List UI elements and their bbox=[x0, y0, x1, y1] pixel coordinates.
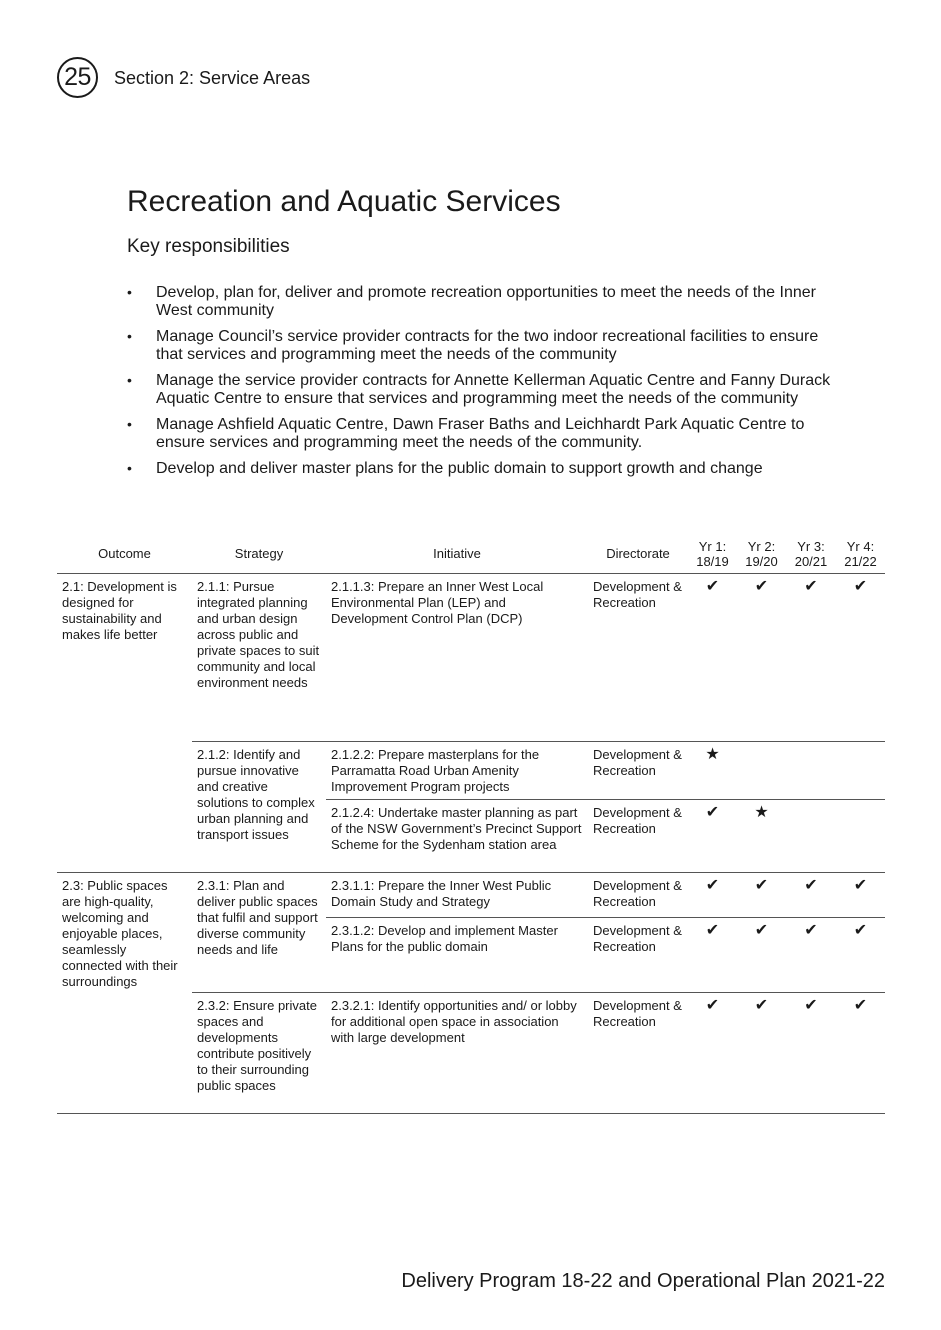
yr1-mark: ✔ bbox=[688, 918, 737, 993]
list-item bbox=[127, 284, 837, 319]
initiative-cell: 2.3.1.1: Prepare the Inner West Public Domain Study and Strategy bbox=[326, 873, 588, 918]
strategy-cell: 2.1.1: Pursue integrated planning and urban design across public and private spaces to suit community and local environment needs bbox=[192, 574, 326, 742]
directorate-cell: Development & Recreation bbox=[588, 574, 688, 742]
yr2-mark bbox=[737, 742, 786, 800]
yr1-mark: ✔ bbox=[688, 800, 737, 873]
table-row bbox=[57, 873, 885, 918]
list-item bbox=[127, 372, 837, 407]
yr2-mark: ✔ bbox=[737, 574, 786, 742]
strategy-cell: 2.3.2: Ensure private spaces and developments contribute positively to their surrounding public spaces bbox=[192, 993, 326, 1114]
section-label: Section 2: Service Areas bbox=[114, 68, 311, 88]
header-yr3-label: Yr 3: bbox=[797, 539, 825, 554]
header-yr4 bbox=[836, 535, 885, 574]
header-yr1 bbox=[688, 535, 737, 574]
yr1-mark: ✔ bbox=[688, 993, 737, 1114]
header-yr4-period: 21/22 bbox=[844, 554, 877, 569]
yr4-mark: ✔ bbox=[836, 993, 885, 1114]
header-yr4-label: Yr 4: bbox=[846, 539, 875, 554]
initiative-cell: 2.1.1.3: Prepare an Inner West Local Environmental Plan (LEP) and Development Control Plan (DCP) bbox=[326, 574, 588, 742]
yr4-mark bbox=[836, 742, 885, 800]
directorate-cell: Development & Recreation bbox=[588, 742, 688, 800]
yr1-mark: ★ bbox=[688, 742, 737, 800]
yr3-mark bbox=[786, 800, 836, 873]
yr1-mark: ✔ bbox=[688, 873, 737, 918]
outcome-cell: 2.1: Development is designed for sustainability and makes life better bbox=[57, 574, 192, 873]
header-yr1-label: Yr 1: bbox=[698, 539, 727, 554]
strategy-cell: 2.1.2: Identify and pursue innovative and creative solutions to complex urban planning and transport issues bbox=[192, 742, 326, 873]
bullet-icon: • bbox=[127, 372, 132, 388]
strategy-cell: 2.3.1: Plan and deliver public spaces that fulfil and support diverse community needs and life bbox=[192, 873, 326, 993]
bullet-icon: • bbox=[127, 460, 132, 476]
directorate-cell: Development & Recreation bbox=[588, 800, 688, 873]
header-yr3 bbox=[786, 535, 836, 574]
initiative-cell: 2.1.2.2: Prepare masterplans for the Parramatta Road Urban Amenity Improvement Program projects bbox=[326, 742, 588, 800]
yr3-mark: ✔ bbox=[786, 993, 836, 1114]
list-item-text: Manage Council’s service provider contracts for the two indoor recreational facilities to ensure that services and programming meet the needs of the community bbox=[156, 328, 819, 363]
yr3-mark: ✔ bbox=[786, 574, 836, 742]
page-number: 25 bbox=[57, 57, 98, 98]
header-yr2-label: Yr 2: bbox=[747, 539, 776, 554]
header-yr2-period: 19/20 bbox=[745, 554, 778, 569]
header-outcome: Outcome bbox=[57, 535, 192, 574]
list-item-text: Develop, plan for, deliver and promote recreation opportunities to meet the needs of the Inner West community bbox=[156, 284, 816, 319]
bullet-icon: • bbox=[127, 416, 132, 432]
yr4-mark bbox=[836, 800, 885, 873]
yr4-mark: ✔ bbox=[836, 873, 885, 918]
page-subtitle: Key responsibilities bbox=[127, 236, 290, 257]
plan-table bbox=[57, 535, 885, 1114]
yr2-mark: ★ bbox=[737, 800, 786, 873]
header-strategy: Strategy bbox=[192, 535, 326, 574]
responsibilities-list bbox=[127, 284, 837, 487]
yr1-mark: ✔ bbox=[688, 574, 737, 742]
yr3-mark: ✔ bbox=[786, 918, 836, 993]
directorate-cell: Development & Recreation bbox=[588, 918, 688, 993]
footer-title: Delivery Program 18-22 and Operational Plan 2021-22 bbox=[401, 1270, 885, 1292]
directorate-cell: Development & Recreation bbox=[588, 873, 688, 918]
header-yr1-period: 18/19 bbox=[696, 554, 729, 569]
header-yr2 bbox=[737, 535, 786, 574]
header-initiative: Initiative bbox=[326, 535, 588, 574]
directorate-cell: Development & Recreation bbox=[588, 993, 688, 1114]
yr2-mark: ✔ bbox=[737, 873, 786, 918]
list-item bbox=[127, 460, 837, 478]
page-title: Recreation and Aquatic Services bbox=[127, 185, 561, 218]
yr2-mark: ✔ bbox=[737, 993, 786, 1114]
list-item-text: Manage the service provider contracts for Annette Kellerman Aquatic Centre and Fanny Durack Aquatic Centre to ensure that services and programming meet the needs of the community bbox=[156, 372, 831, 407]
bullet-icon: • bbox=[127, 328, 132, 344]
outcome-cell: 2.3: Public spaces are high-quality, welcoming and enjoyable places, seamlessly connected with their surroundings bbox=[57, 873, 192, 1114]
header-yr3-period: 20/21 bbox=[794, 554, 828, 569]
initiative-cell: 2.3.1.2: Develop and implement Master Plans for the public domain bbox=[326, 918, 588, 993]
table-header-row bbox=[57, 535, 885, 574]
initiative-cell: 2.1.2.4: Undertake master planning as part of the NSW Government’s Precinct Support Scheme for the Sydenham station area bbox=[326, 800, 588, 873]
bullet-icon: • bbox=[127, 284, 132, 300]
yr4-mark: ✔ bbox=[836, 918, 885, 993]
table-row bbox=[57, 574, 885, 742]
yr2-mark: ✔ bbox=[737, 918, 786, 993]
yr4-mark: ✔ bbox=[836, 574, 885, 742]
list-item-text: Develop and deliver master plans for the public domain to support growth and change bbox=[156, 460, 763, 477]
list-item-text: Manage Ashfield Aquatic Centre, Dawn Fraser Baths and Leichhardt Park Aquatic Centre to ensure services and programming meet the needs of the community. bbox=[156, 416, 805, 451]
header-directorate: Directorate bbox=[588, 535, 688, 574]
yr3-mark bbox=[786, 742, 836, 800]
list-item bbox=[127, 416, 837, 451]
yr3-mark: ✔ bbox=[786, 873, 836, 918]
initiative-cell: 2.3.2.1: Identify opportunities and/ or lobby for additional open space in association with large development bbox=[326, 993, 588, 1114]
list-item bbox=[127, 328, 837, 363]
